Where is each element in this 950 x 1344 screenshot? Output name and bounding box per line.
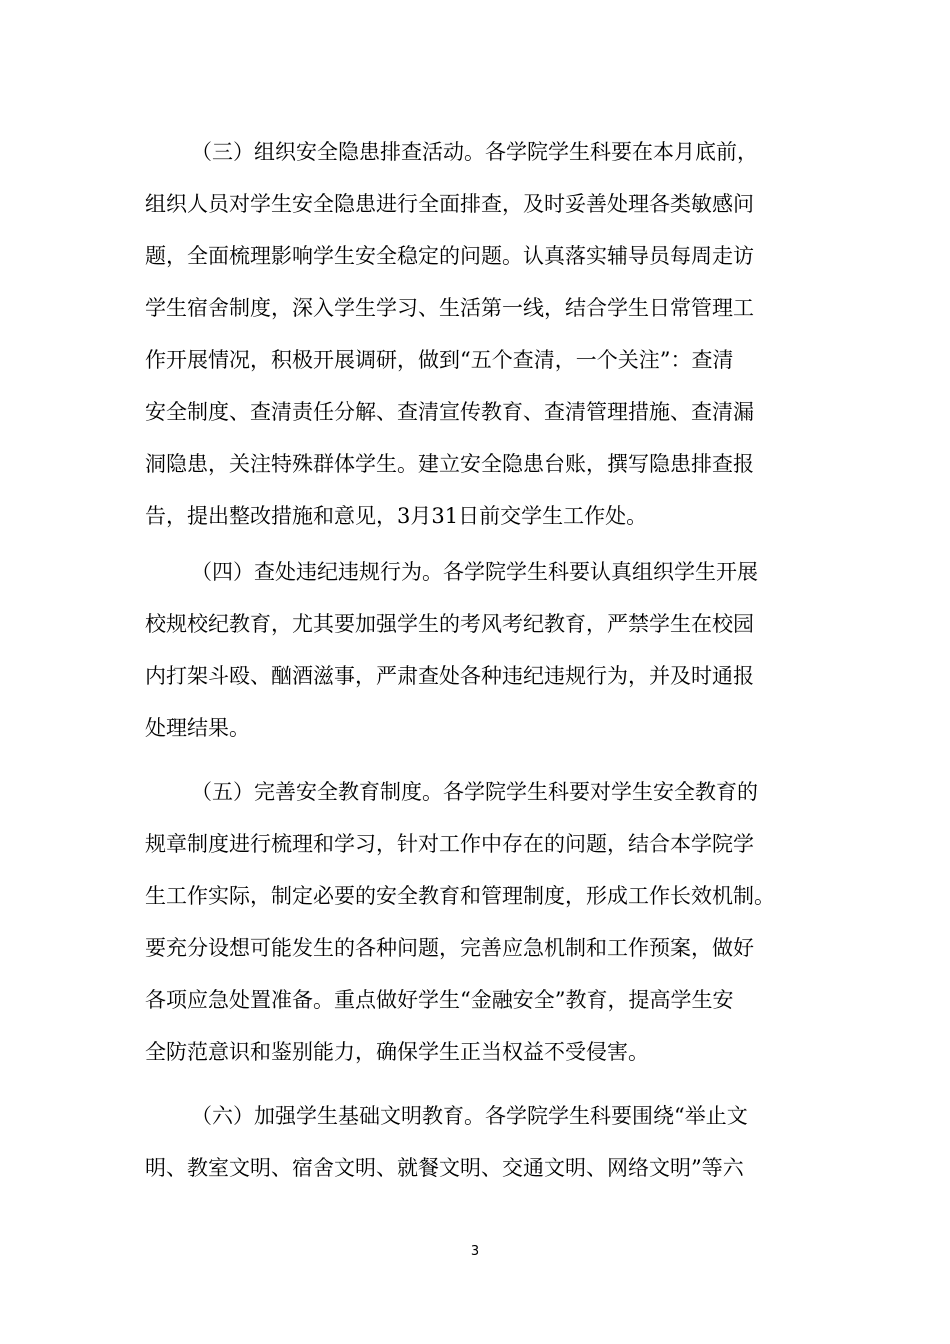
paragraph-line: 学生宿舍制度，深入学生学习、生活第一线，结合学生日常管理工 [145, 296, 754, 320]
paragraph-line: （五）完善安全教育制度。各学院学生科要对学生安全教育的 [191, 780, 758, 804]
paragraph-line: 要充分设想可能发生的各种问题，完善应急机制和工作预案，做好 [145, 936, 754, 960]
paragraph-6-civility-education [145, 1090, 807, 1194]
paragraph-line: 处理结果。 [145, 716, 250, 740]
paragraph-line: 内打架斗殴、酗酒滋事，严肃查处各种违纪违规行为，并及时通报 [145, 664, 754, 688]
paragraph-line: 题，全面梳理影响学生安全稳定的问题。认真落实辅导员每周走访 [145, 244, 754, 268]
paragraph-line: 全防范意识和鉴别能力，确保学生正当权益不受侵害。 [145, 1040, 649, 1064]
paragraph-line: 校规校纪教育，尤其要加强学生的考风考纪教育，严禁学生在校园 [145, 612, 754, 636]
paragraph-line: 组织人员对学生安全隐患进行全面排查，及时妥善处理各类敏感问 [145, 192, 754, 216]
paragraph-line: （四）查处违纪违规行为。各学院学生科要认真组织学生开展 [191, 560, 758, 584]
paragraph-line: （三）组织安全隐患排查活动。各学院学生科要在本月底前， [191, 140, 758, 164]
paragraph-line: 洞隐患，关注特殊群体学生。建立安全隐患台账，撰写隐患排查报 [145, 452, 754, 476]
paragraph-line: 生工作实际，制定必要的安全教育和管理制度，形成工作长效机制。 [145, 884, 775, 908]
paragraph-line: 安全制度、查清责任分解、查清宣传教育、查清管理措施、查清漏 [145, 400, 754, 424]
paragraph-line: 各项应急处置准备。重点做好学生“金融安全”教育，提高学生安 [145, 988, 734, 1012]
page-number: 3 [470, 1244, 480, 1259]
paragraph-3-safety-inspection [145, 126, 807, 542]
paragraph-line: 告，提出整改措施和意见，3月31日前交学生工作处。 [145, 504, 648, 528]
paragraph-line: （六）加强学生基础文明教育。各学院学生科要围绕“举止文 [191, 1104, 748, 1128]
paragraph-line: 明、教室文明、宿舍文明、就餐文明、交通文明、网络文明”等六 [145, 1156, 744, 1180]
paragraph-line: 规章制度进行梳理和学习，针对工作中存在的问题，结合本学院学 [145, 832, 754, 856]
paragraph-5-safety-education [145, 766, 807, 1078]
paragraph-4-discipline [145, 546, 807, 754]
paragraph-line: 作开展情况，积极开展调研，做到“五个查清，一个关注”：查清 [145, 348, 734, 372]
